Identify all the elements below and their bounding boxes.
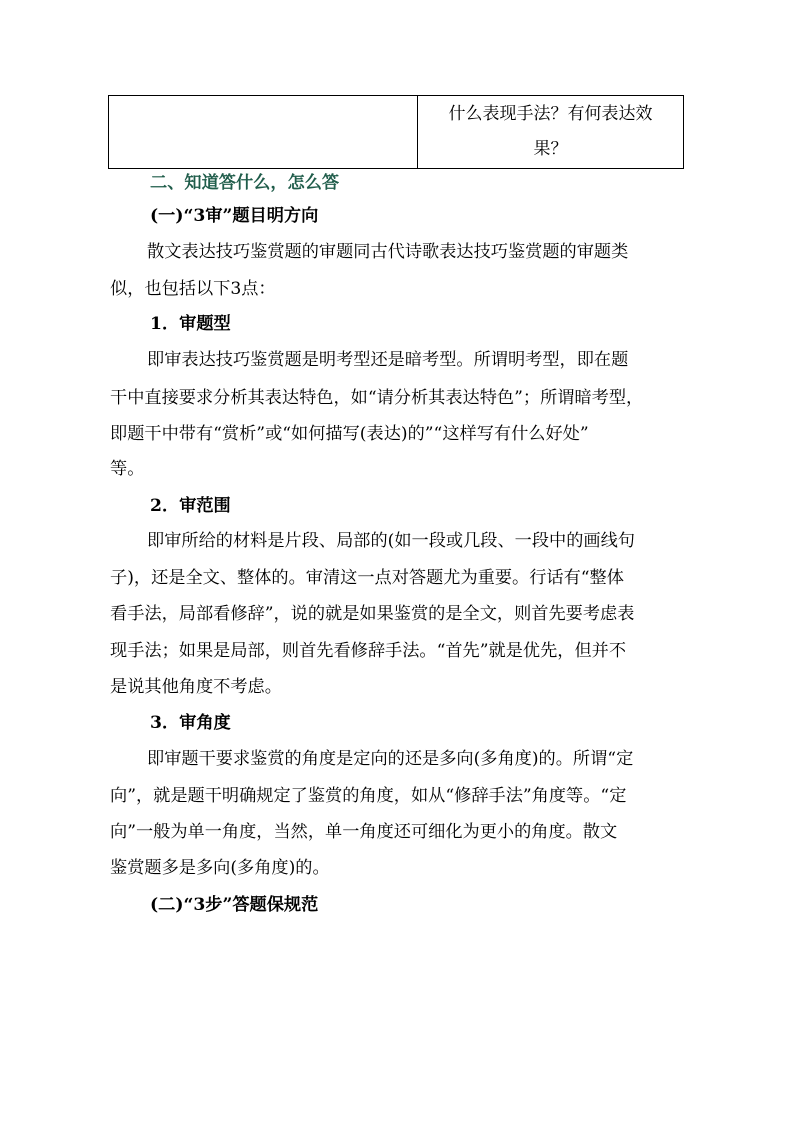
paragraph-line: 散文表达技巧鉴赏题的审题同古代诗歌表达技巧鉴赏题的审题类 [147, 242, 629, 262]
paragraph-line: 即审题干要求鉴赏的角度是定向的还是多向(多角度)的。所谓“定 [147, 749, 634, 769]
paragraph-line: 子)，还是全文、整体的。审清这一点对答题尤为重要。行话有“整体 [110, 568, 624, 588]
table-cell-text-line: 果？ [533, 139, 568, 159]
paragraph-line: 向”一般为单一角度，当然，单一角度还可细化为更小的角度。散文 [110, 822, 618, 842]
paragraph-line: 即审所给的材料是片段、局部的(如一段或几段、一段中的画线句 [147, 531, 635, 551]
table-cell-text-line: 什么表现手法？有何表达效 [448, 104, 653, 124]
paragraph-line: 是说其他角度不考虑。 [110, 677, 282, 697]
subsection-heading: (二)“3步”答题保规范 [150, 895, 319, 915]
paragraph-line: 等。 [110, 459, 145, 479]
table-cell-left [109, 96, 417, 168]
table-cell-right [418, 96, 683, 168]
item-heading: 3．审角度 [150, 713, 231, 733]
paragraph-line: 现手法；如果是局部，则首先看修辞手法。“首先”就是优先，但并不 [110, 641, 627, 661]
paragraph-line: 看手法，局部看修辞”，说的就是如果鉴赏的是全文，则首先要考虑表 [110, 604, 635, 624]
item-heading: 2．审范围 [150, 496, 231, 516]
paragraph-line: 即题干中带有“赏析”或“如何描写(表达)的”“这样写有什么好处” [110, 424, 589, 444]
paragraph-line: 鉴赏题多是多向(多角度)的。 [110, 858, 330, 878]
paragraph-line: 似，也包括以下3点： [110, 279, 276, 299]
item-heading: 1．审题型 [150, 314, 231, 334]
subsection-heading: (一)“3审”题目明方向 [150, 206, 319, 226]
paragraph-line: 干中直接要求分析其表达特色，如“请分析其表达特色”；所谓暗考型， [110, 388, 644, 408]
paragraph-line: 即审表达技巧鉴赏题是明考型还是暗考型。所谓明考型，即在题 [147, 350, 629, 370]
answer-table [108, 95, 684, 169]
section-heading: 二、知道答什么，怎么答 [150, 173, 340, 193]
paragraph-line: 向”，就是题干明确规定了鉴赏的角度，如从“修辞手法”角度等。“定 [110, 786, 627, 806]
